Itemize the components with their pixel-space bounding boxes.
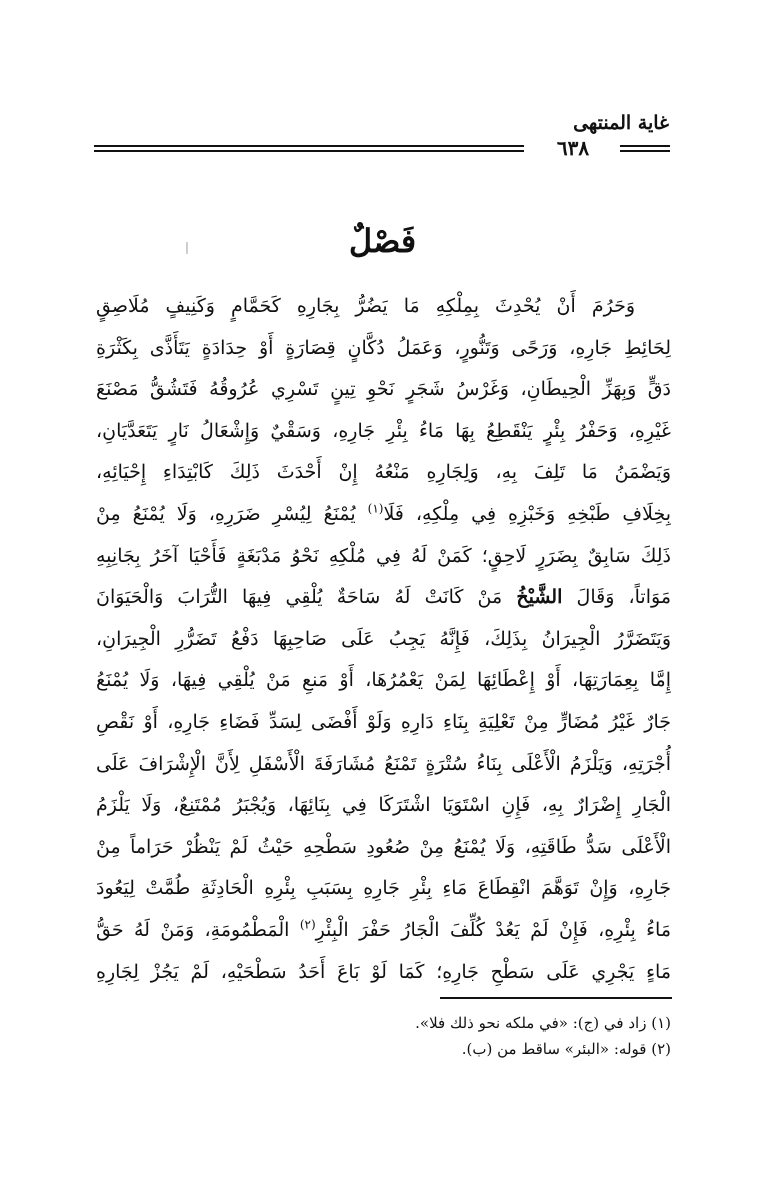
text-line: مَاءٍ يَجْرِي عَلَى سَطْحِ جَارِهِ؛ كَمَا لَوْ بَاعَ أَحَدُ سَطْحَيْهِ، لَمْ يَجُزْ لِجَارِهِ <box>96 960 671 983</box>
text-line: ذَلِكَ سَابِقٌ بِضَرَرٍ لَاحِقٍ؛ كَمَنْ لَهُ فِي مُلْكِهِ نَحْوُ مَدْبَغَةٍ فَأَحْيَا آخَرُ بِجَانِبِهِ <box>96 544 671 567</box>
text-line <box>96 494 671 536</box>
text-line <box>96 910 671 952</box>
book-title: غاية المنتهى <box>573 112 669 134</box>
footnote-ref: (٢) <box>299 917 316 932</box>
text-segment: مَوَاتاً، وَقَالَ <box>576 586 671 609</box>
page-number: ٦٣٨ <box>556 136 590 160</box>
text-line: دَقٍّ وَبِهَزِّ الْحِيطَانِ، وَغَرْسُ شَجَرٍ نَحْوِ تِينٍ تَسْرِي عُرُوقُهُ فَتَشُقُّ مَصْنَعَ <box>96 378 671 401</box>
header-rule <box>94 150 524 152</box>
text-segment: مَنْ كَانَتْ لَهُ سَاحَةٌ يُلْقِي فِيهَا التُّرَابَ وَالْحَيَوَانَ <box>96 586 503 609</box>
bold-term: الشَّيْخُ <box>516 586 563 609</box>
header-rule <box>94 145 524 147</box>
text-segment: الْمَطْمُومَةِ، وَمَنْ لَهُ حَقُّ <box>96 918 290 941</box>
text-line: جَارٌ غَيْرُ مُضَارٍّ مِنْ تَعْلِيَةِ بِنَاءِ دَارِهِ وَلَوْ أَفْضَى لِسَدِّ فَضَاءِ جَارِهِ، أَوْ نَقْصِ <box>96 710 671 733</box>
text-line: لِحَائِطِ جَارِهِ، وَرَحًى وَتَنُّورٍ، وَعَمَلُ دُكَّانٍ قِصَارَةٍ أَوْ حِدَادَةٍ يَتَأَذَّى بِكَثْرَةِ <box>96 336 671 359</box>
text-line: الْأَعْلَى سَدُّ طَاقَتِهِ، وَلَا يُمْنَعُ مِنْ صُعُودِ سَطْحِهِ حَيْثُ لَمْ يَنْظُرْ حَرَاماً مِنْ <box>96 835 671 858</box>
text-line <box>96 577 671 619</box>
text-line: وَيَضْمَنُ مَا تَلِفَ بِهِ، وَلِجَارِهِ مَنْعُهُ إِنْ أَحْدَثَ ذَلِكَ كَابْتِدَاءِ إِحْيَائِهِ، <box>96 461 671 484</box>
text-line: إِمَّا بِعِمَارَتِهَا، أَوْ إِعْطَائِهَا لِمَنْ يَعْمُرُهَا، أَوْ مَنعِ مَنْ يُلْقِي فِيهَا، وَلَا يُمْنَعُ <box>96 669 671 692</box>
text-line: وَحَرُمَ أَنْ يُحْدِثَ بِمِلْكِهِ مَا يَضُرُّ بِجَارِهِ كَحَمَّامٍ وَكَنِيفٍ مُلَاصِقٍ <box>96 295 635 317</box>
footnote: (١) زاد في (ج): «في ملكه نحو ذلك فلا». <box>415 1014 671 1032</box>
main-text <box>96 286 671 993</box>
header-rule <box>620 150 670 152</box>
text-segment: يُمْنَعُ لِيُسْرِ ضَرَرِهِ، وَلَا يُمْنَعُ مِنْ <box>96 502 356 525</box>
text-line: أُجْرَتِهِ، وَيَلْزَمُ الْأَعْلَى بِنَاءُ سُتْرَةٍ تَمْنَعُ مُشَارَفَةَ الْأَسْفَلِ لِأَنَّ الْإِشْرَافَ عَلَى <box>96 752 671 775</box>
footnote-ref: (١) <box>367 501 384 516</box>
text-line: غَيْرِهِ، وَحَفْرُ بِئْرٍ يَنْقَطِعُ بِهَا مَاءُ بِئْرِ جَارِهِ، وَسَقْيٌ وَإِشْعَالُ نَارٍ يَتَعَدَّيَانِ، <box>96 419 671 442</box>
header-rule <box>620 145 670 147</box>
footnote: (٢) قوله: «البئر» ساقط من (ب). <box>461 1040 671 1058</box>
section-heading: فَصْلٌ <box>348 222 417 260</box>
text-segment: مَاءُ بِئْرِهِ، فَإِنْ لَمْ يَعُدْ كُلِّفَ الْجَارُ حَفْرَ الْبِئْرِ <box>315 918 671 941</box>
footnote-rule <box>440 997 672 999</box>
footnotes <box>96 1010 671 1062</box>
text-line: جَارِهِ، وَإِنْ تَوَهَّمَ انْقِطَاعَ مَاءِ بِئْرِ جَارِهِ بِسَبَبِ بِئْرِهِ الْحَادِثَةِ طُمَّتْ لِيَعُودَ <box>96 877 671 900</box>
text-segment: بِخِلَافِ طَبْخِهِ وَخَبْزِهِ فِي مِلْكِهِ، فَلَا <box>383 502 671 525</box>
text-line: الْجَارِ إِضْرَارٌ بِهِ، فَإِنِ اسْتَوَيَا اشْتَرَكَا فِي بِنَائِهَا، وَيُجْبَرُ مُمْتَنِعٌ، وَلَا يَلْزَمُ <box>96 794 671 817</box>
text-line: وَيَتَضَرَّرُ الْجِيرَانُ بِذَلِكَ، فَإِنَّهُ يَجِبُ عَلَى صَاحِبِهَا دَفْعُ تَضَرُّرِ الْجِيرَانِ، <box>96 627 671 650</box>
